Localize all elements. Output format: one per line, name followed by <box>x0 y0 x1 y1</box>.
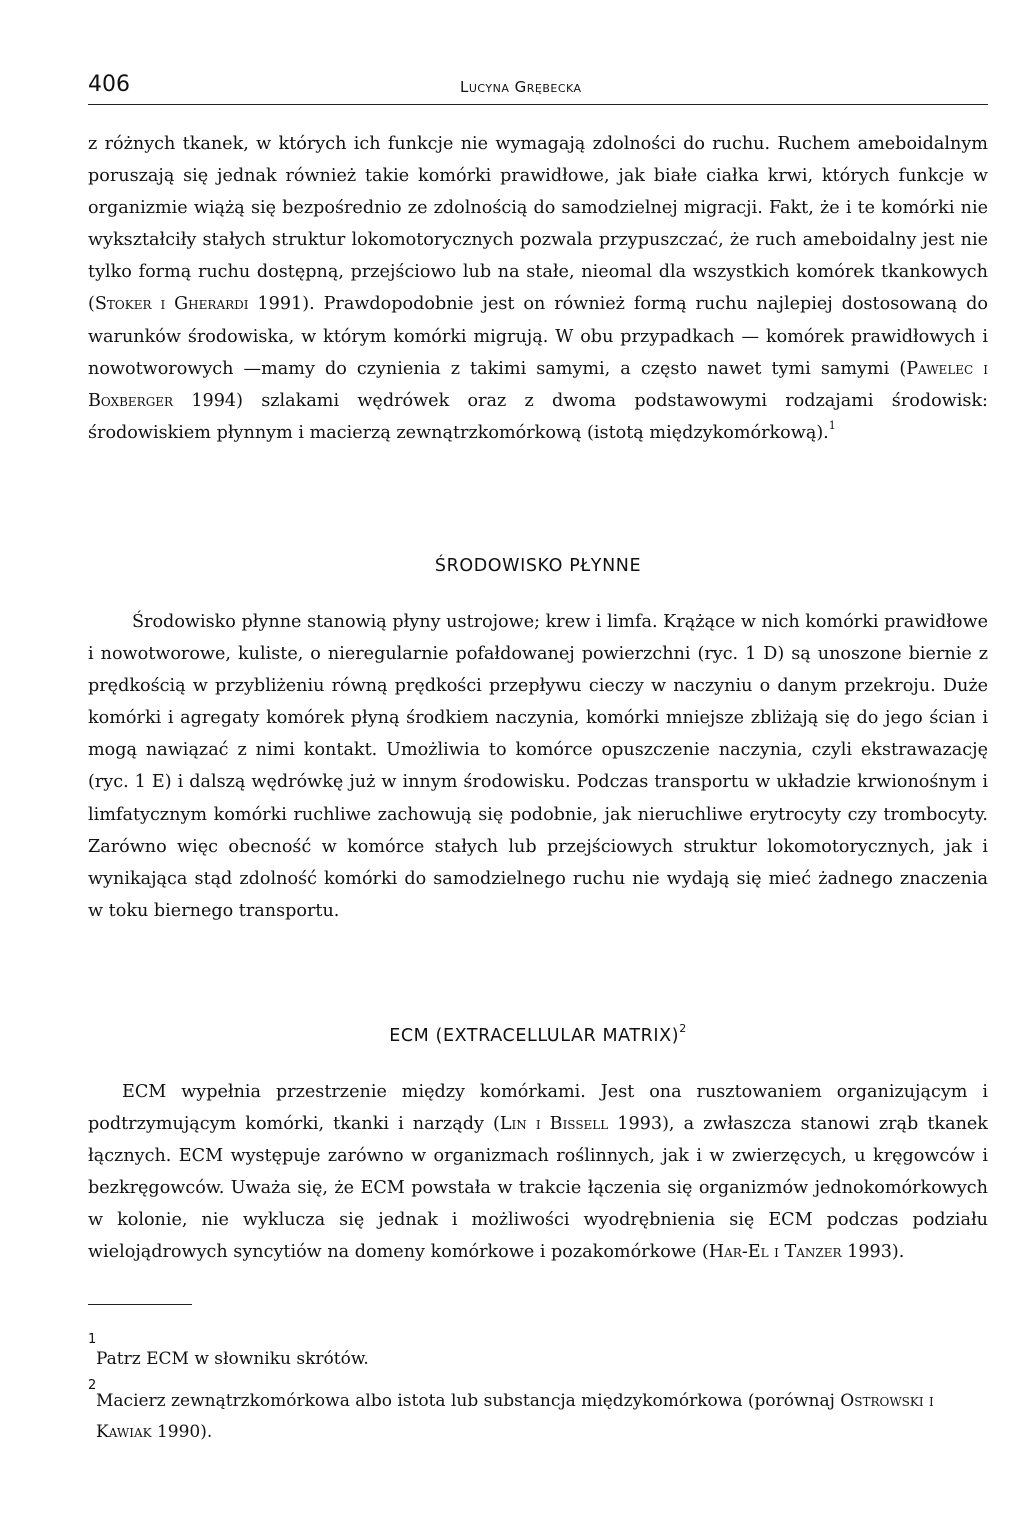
footnote-text: Patrz ECM w słowniku skrótów. <box>96 1349 369 1369</box>
paragraph-fluid-environment: Środowisko płynne stanowią płyny ustrojowe; krew i limfa. Krążące w nich komórki prawidłowe i nowotworowe, kuliste, o nieregularnie pofałdowanej powierzchni (ryc. 1 D) są unoszone biernie z prędkością w przybliżeniu równą prędkości przepływu cieczy w naczyniu o danym przekroju. Duże komórki i agregaty komórek płyną środkiem naczynia, komórki mniejsze zbliżają się do jego ścian i mogą nawiązać z nimi kontakt. Umożliwia to komórce opuszczenie naczynia, czyli ekstrawazację (ryc. 1 E) i dalszą wędrówkę już w innym środowisku. Podczas transportu w układzie krwionośnym i limfatycznym komórki ruchliwe zachowują się podobnie, jak nieruchliwe erytrocyty czy trombocyty. Zarówno więc obecność w komórce stałych lub przejściowych struktur lokomotorycznych, jak i wynikająca stąd zdolność komórki do samodzielnego ruchu nie wydają się mieć żadnego znaczenia w toku biernego transportu. <box>88 612 988 921</box>
page-header <box>88 72 988 105</box>
footnote-ref: 1 <box>828 418 836 432</box>
page-number: 406 <box>88 72 130 97</box>
paragraph-intro: z różnych tkanek, w których ich funkcje nie wymagają zdolności do ruchu. Ruchem ameboidalnym poruszają się jednak również takie komórki prawidłowe, jak białe ciałka krwi, których funkcje w organizmie wiążą się bezpośrednio ze zdolnością do samodzielnej migracji. Fakt, że i te komórki nie wykształciły stałych struktur lokomotorycznych pozwala przypuszczać, że ruch ameboidalny jest nie tylko formą ruchu dostępną, przejściowo lub na stałe, nieomal dla wszystkich komórek tkankowych (Stoker i Gherardi 1991). Prawdopodobnie jest on również formą ruchu najlepiej dostosowaną do warunków środowiska, w którym komórki migrują. W obu przypadkach — komórek prawidłowych i nowotworowych —mamy do czynienia z takimi samymi, a często nawet tymi samymi (Pawelec i Boxberger 1994) szlakami wędrówek oraz z dwoma podstawowymi rodzajami środowisk: środowiskiem płynnym i macierzą zewnątrzkomórkową (istotą międzykomórkową).$^1$ <box>88 134 988 443</box>
footnote-ref: 2 <box>679 1022 687 1035</box>
citation: Pawelec i Boxberger 1994 <box>88 358 988 411</box>
section-heading-fluid: ŚRODOWISKO PŁYNNE <box>434 556 642 576</box>
citation: Ostrowski i Kawiak 1990 <box>96 1391 934 1442</box>
section-heading-ecm: ECM (EXTRACELLULAR MATRIX)$^2$ <box>389 1022 687 1046</box>
running-head-author: Lucyna Grębecka <box>460 78 582 96</box>
footnote-divider <box>88 1304 192 1305</box>
citation: Lin i Bissell 1993 <box>499 1114 663 1135</box>
footnote-number: 1 <box>88 1332 97 1347</box>
footnote-number: 2 <box>88 1378 97 1393</box>
paragraph-ecm: ECM wypełnia przestrzenie między komórkami. Jest ona rusztowaniem organizującym i podtrzymującym komórki, tkanki i narządy (Lin i Bissell 1993), a zwłaszcza stanowi zrąb tkanek łącznych. ECM występuje zarówno w organizmach roślinnych, jak i w zwierzęcych, u kręgowców i bezkręgowców. Uważa się, że ECM powstała w trakcie łączenia się organizmów jednokomórkowych w kolonie, nie wyklucza się jednak i możliwości wyodrębnienia się ECM podczas podziału wielojądrowych syncytiów na domeny komórkowe i pozakomórkowe (Har-El i Tanzer 1993). <box>88 1082 988 1263</box>
footnote-2 <box>88 1370 988 1450</box>
citation: Har-El i Tanzer 1993 <box>708 1242 892 1263</box>
footnote-text: Macierz zewnątrzkomórkowa albo istota lub substancja międzykomórkowa (porównaj Ostrowski i Kawiak 1990). <box>96 1391 934 1442</box>
citation: Stoker i Gherardi 1991 <box>94 294 303 315</box>
